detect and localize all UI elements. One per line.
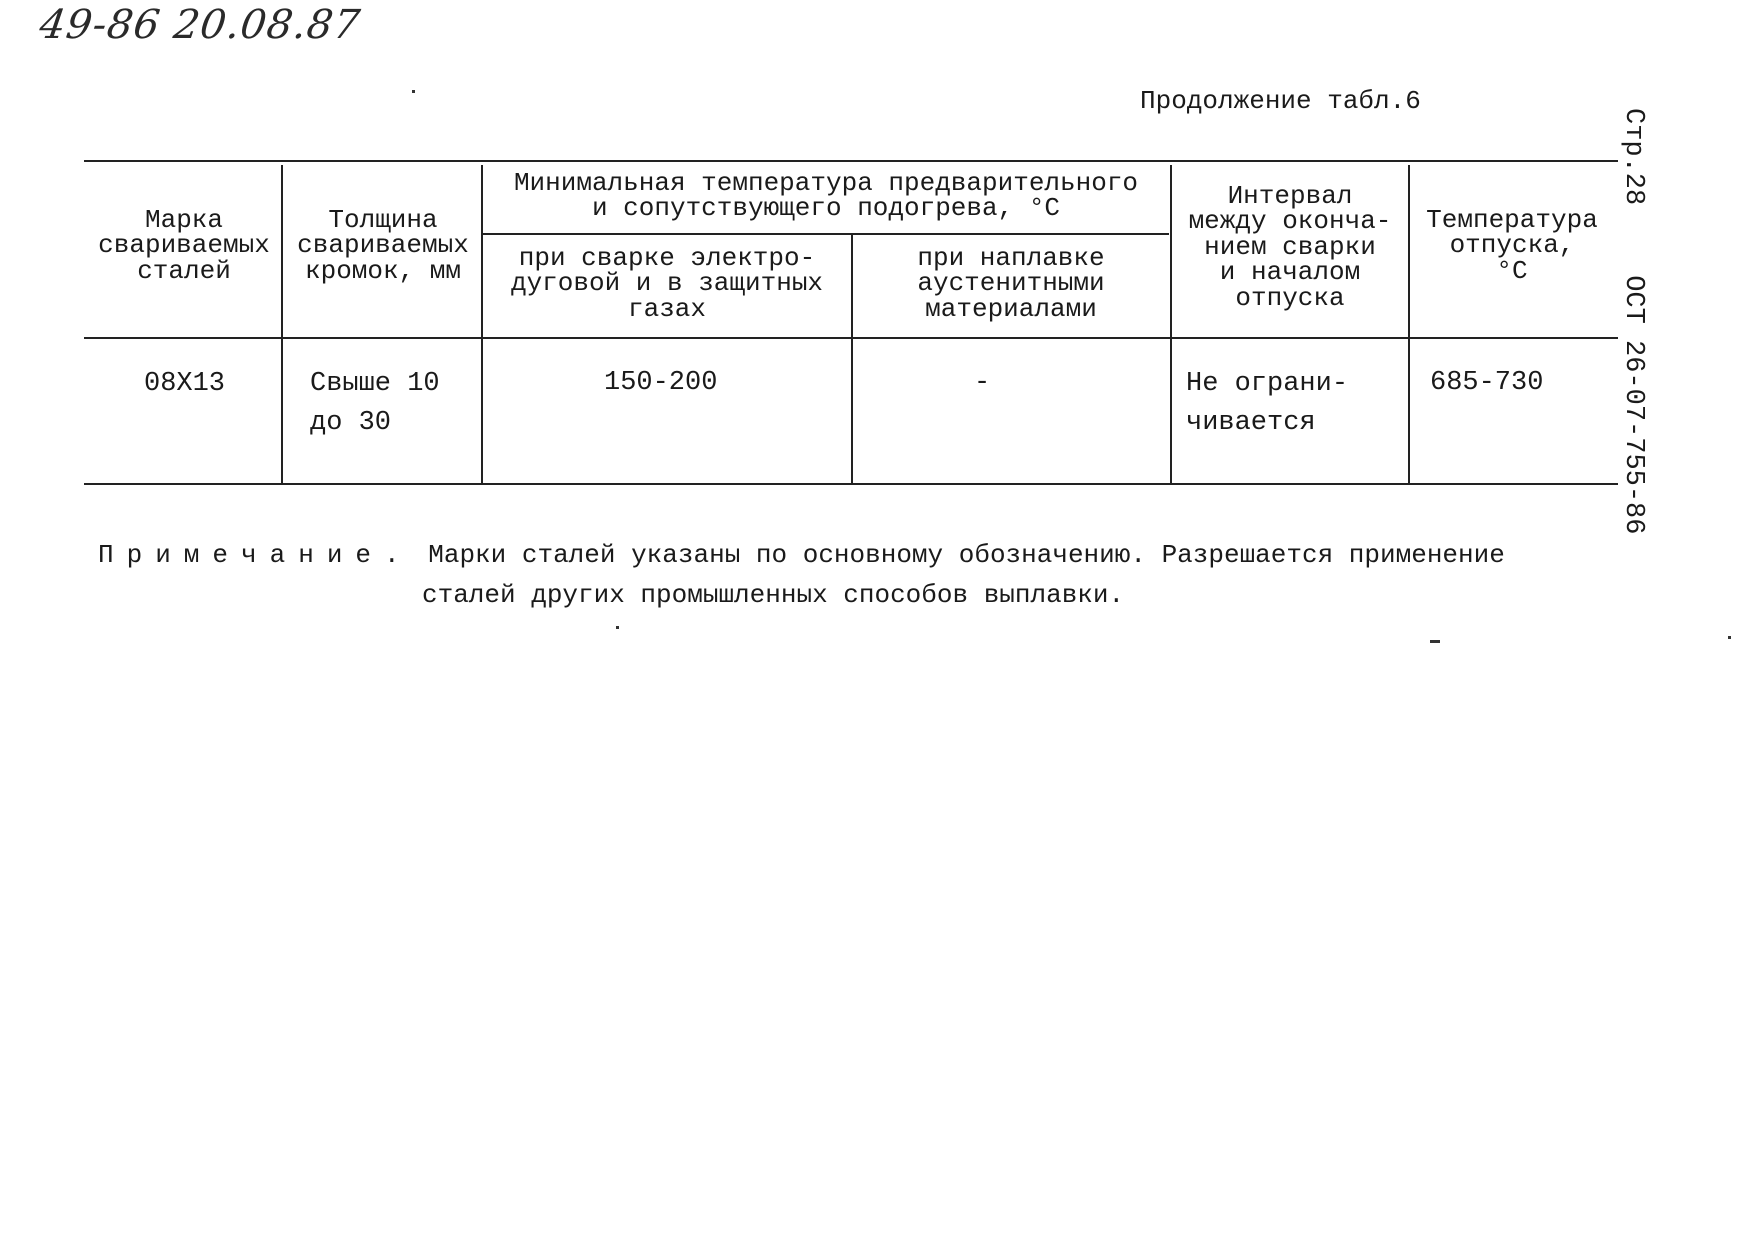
cell-interval: Не ограни- чивается (1186, 369, 1349, 439)
header-min-temp-group: Минимальная температура предварительного и сопутствующего подогрева, °С (513, 168, 1139, 224)
cell-min-temp-cladding: - (974, 368, 991, 398)
table-note (98, 535, 1505, 616)
scan-speck (616, 626, 619, 629)
header-tempering-temp: Температура отпуска, °С (1426, 205, 1598, 286)
note-line-1: Марки сталей указаны по основному обозначению. Разрешается применение (428, 540, 1505, 570)
note-line-2: сталей других промышленных способов выплавки. (422, 580, 1125, 611)
note-label: Примечание. (98, 540, 413, 570)
side-reference (1618, 108, 1648, 534)
cell-tempering-temp: 685-730 (1430, 368, 1544, 398)
scan-speck (1430, 640, 1440, 643)
scan-speck (412, 90, 415, 93)
continuation-label: Продолжение табл.6 (1140, 86, 1421, 116)
cell-steel-grade: 08Х13 (144, 369, 226, 399)
group-header-rule (482, 233, 1169, 235)
column-divider (851, 234, 853, 485)
column-divider (1408, 165, 1410, 485)
column-divider (481, 165, 483, 485)
page-number: Стр.28 (1618, 108, 1648, 206)
header-steel-grade: Марка свариваемых сталей (98, 205, 270, 286)
scan-speck (1728, 636, 1731, 639)
column-divider (281, 165, 283, 485)
header-min-temp-arc: при сварке электро- дуговой и в защитных газах (510, 243, 824, 324)
handwritten-note: 49-86 20.08.87 (36, 2, 364, 48)
header-interval: Интервал между оконча- нием сварки и началом отпуска (1188, 181, 1392, 313)
column-divider (1170, 165, 1172, 485)
cell-edge-thickness: Свыше 10 до 30 (310, 369, 440, 439)
cell-min-temp-arc: 150-200 (604, 368, 718, 398)
header-min-temp-cladding: при наплавке аустенитными материалами (917, 243, 1105, 324)
header-edge-thickness: Толщина свариваемых кромок, мм (297, 205, 469, 286)
table-top-rule (84, 160, 1618, 162)
standard-code: ОСТ 26-07-755-86 (1618, 275, 1648, 535)
